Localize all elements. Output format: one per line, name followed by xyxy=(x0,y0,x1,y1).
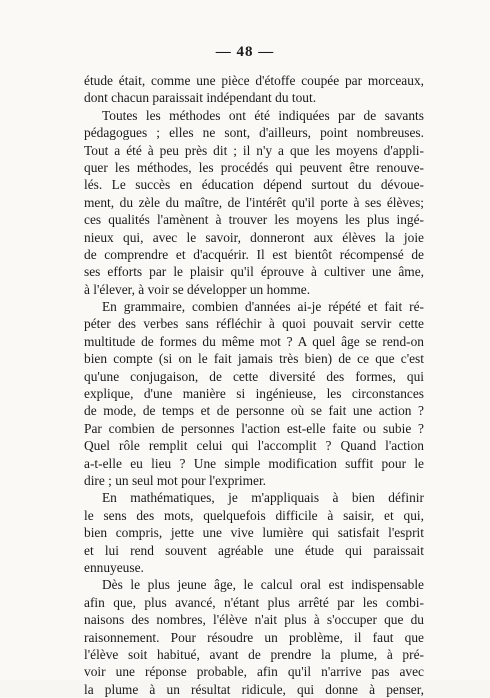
text-line: Par combien de personnes l'action est-elle faite ou subie ? xyxy=(84,420,424,436)
text-line: Toutes les méthodes ont été indiquées par de savants xyxy=(102,107,424,123)
text-line: la plume à un résultat ridicule, qui donne à penser, xyxy=(84,681,424,697)
text-line: raisonnement. Pour résoudre un problème, il faut que xyxy=(84,629,424,645)
text-line: le sens des mots, quelquefois difficile à saisir, et qui, xyxy=(84,507,424,523)
text-line: a-t-elle eu lieu ? Une simple modification suffit pour le xyxy=(84,455,424,471)
text-line: Dès le plus jeune âge, le calcul oral est indispensable xyxy=(102,577,424,593)
text-line: de comprendre et d'acquérir. Il est bientôt récompensé de xyxy=(84,246,424,262)
text-line: péter des verbes sans réfléchir à quoi pouvait servir cette xyxy=(84,316,424,332)
text-line: ment, du zèle du maître, de l'intérêt qu'il porte à ses élèves; xyxy=(84,194,424,210)
text-line: afin que, plus avancé, n'étant plus arrêté par les combi- xyxy=(84,594,424,610)
text-line: naisons des nombres, l'élève n'ait plus à s'occuper que du xyxy=(84,612,424,628)
paragraph xyxy=(84,107,424,298)
text-line: pédagogues ; elles ne sont, d'ailleurs, point nombreuses. xyxy=(84,125,424,141)
text-line: l'élève soit habitué, avant de prendre la plume, à pré- xyxy=(84,646,424,662)
text-line: lés. Le succès en éducation dépend surtout du dévoue- xyxy=(84,177,424,193)
text-line: dont chacun paraissait indépendant du tout. xyxy=(84,90,317,106)
text-line: bien compris, jette une vive lumière qui satisfait l'esprit xyxy=(84,525,424,541)
text-line: étude était, comme une pièce d'étoffe coupée par morceaux, xyxy=(84,73,424,88)
paragraph xyxy=(84,298,424,489)
text-line: quer les méthodes, les procédés qui peuvent être renouve- xyxy=(84,159,424,175)
text-line: En grammaire, combien d'années ai-je répété et fait ré- xyxy=(102,299,424,315)
text-line: qu'une conjugaison, de cette diversité des formes, qui xyxy=(84,368,424,384)
body-text xyxy=(84,72,424,698)
text-line: à l'élever, à voir se développer un homme. xyxy=(84,281,311,297)
text-line: ennuyeuse. xyxy=(84,559,144,575)
page-number: — 48 — xyxy=(215,44,275,60)
text-line: ses efforts par le plaisir qu'il éprouve à cultiver une âme, xyxy=(84,264,424,280)
text-line: explique, d'une manière si ingénieuse, les circonstances xyxy=(84,386,424,402)
text-line: multitude de formes du même mot ? A quel âge se rend-on xyxy=(84,333,424,349)
text-line: En mathématiques, je m'appliquais à bien définir xyxy=(102,490,424,506)
text-line: ces qualités l'amènent à trouver les moyens les plus ingé- xyxy=(84,212,424,228)
text-line: voir une réponse probable, afin qu'il n'arrive pas avec xyxy=(84,664,424,680)
text-line: et lui rend souvent agréable une étude qui paraissait xyxy=(84,542,424,558)
paragraph xyxy=(84,489,424,576)
text-line: de mode, de temps et de personne où se fait une action ? xyxy=(84,403,424,419)
paragraph xyxy=(84,72,424,107)
text-line: bien compte (si on le fait jamais très bien) de ce que c'est xyxy=(84,351,424,367)
text-line: Tout a été à peu près dit ; il n'y a que les moyens d'appli- xyxy=(84,142,424,158)
text-line: dire ; un seul mot pour l'exprimer. xyxy=(84,472,267,488)
text-line: nieux qui, avec le savoir, donneront aux élèves la joie xyxy=(84,229,424,245)
text-line: Quel rôle remplit celui qui l'accomplit ? Quand l'action xyxy=(84,438,424,454)
